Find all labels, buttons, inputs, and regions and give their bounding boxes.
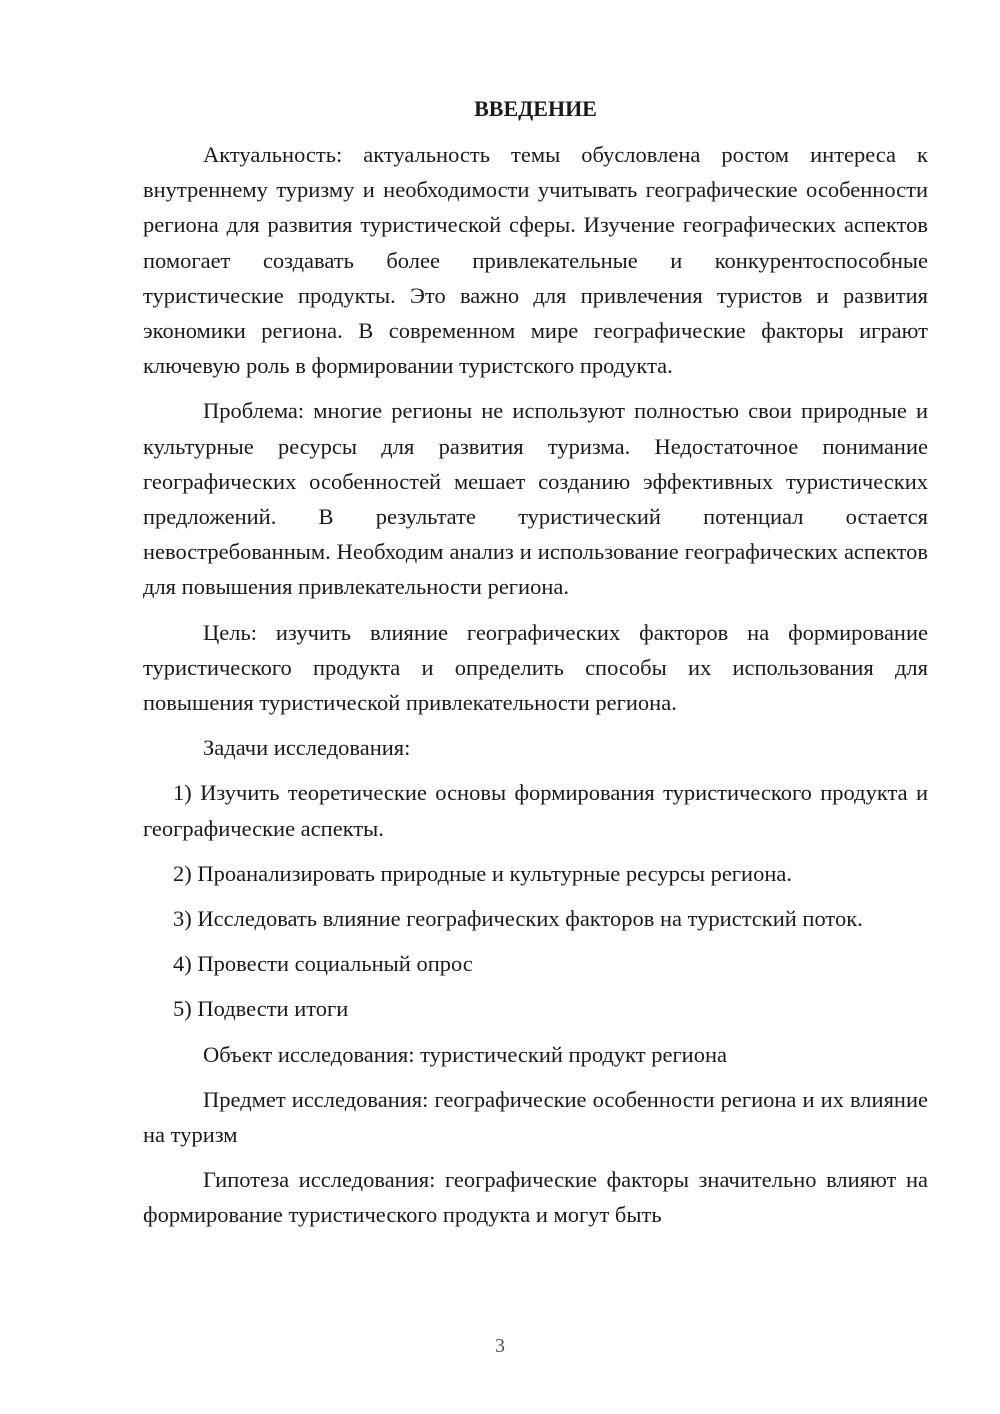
subject-paragraph: Предмет исследования: географические особенности региона и их влияние на туризм — [143, 1086, 928, 1148]
task-item-5: 5) Подвести итоги — [173, 996, 349, 1022]
hypothesis-paragraph: Гипотеза исследования: географические факторы значительно влияют на формирование туристического продукта и могут быть — [143, 1167, 928, 1228]
task-item-3: 3) Исследовать влияние географических факторов на туристский поток. — [173, 906, 863, 932]
task-item-1: 1) Изучить теоретические основы формирования туристического продукта и географические аспекты. — [143, 780, 928, 841]
goal-paragraph: Цель: изучить влияние географических факторов на формирование туристического продукта и определить способы их использования для повышения туристической привлекательности региона. — [143, 619, 928, 716]
task-item-4: 4) Провести социальный опрос — [173, 951, 473, 977]
document-page — [143, 90, 928, 1243]
problem-paragraph: Проблема: многие регионы не используют полностью свои природные и культурные ресурсы для развития туризма. Недостаточное понимание географических особенностей мешает созданию эффективных туристических предложений. В результате туристический потенциал остается невостребованным. Необходим анализ и использование географических аспектов для повышения привлекательности региона. — [143, 398, 928, 600]
tasks-title: Задачи исследования: — [203, 735, 411, 761]
page-number: 3 — [495, 1335, 505, 1357]
task-item-2: 2) Проанализировать природные и культурные ресурсы региона. — [173, 860, 792, 886]
object-paragraph: Объект исследования: туристический продукт региона — [203, 1041, 727, 1067]
page-title: ВВЕДЕНИЕ — [474, 96, 597, 121]
relevance-paragraph: Актуальность: актуальность темы обусловлена ростом интереса к внутреннему туризму и необходимости учитывать географические особенности региона для развития туристической сферы. Изучение географических аспектов помогает создавать более привлекательные и конкурентоспособные туристические продукты. Это важно для привлечения туристов и развития экономики региона. В современном мире географические факторы играют ключевую роль в формировании туристского продукта. — [143, 142, 928, 379]
